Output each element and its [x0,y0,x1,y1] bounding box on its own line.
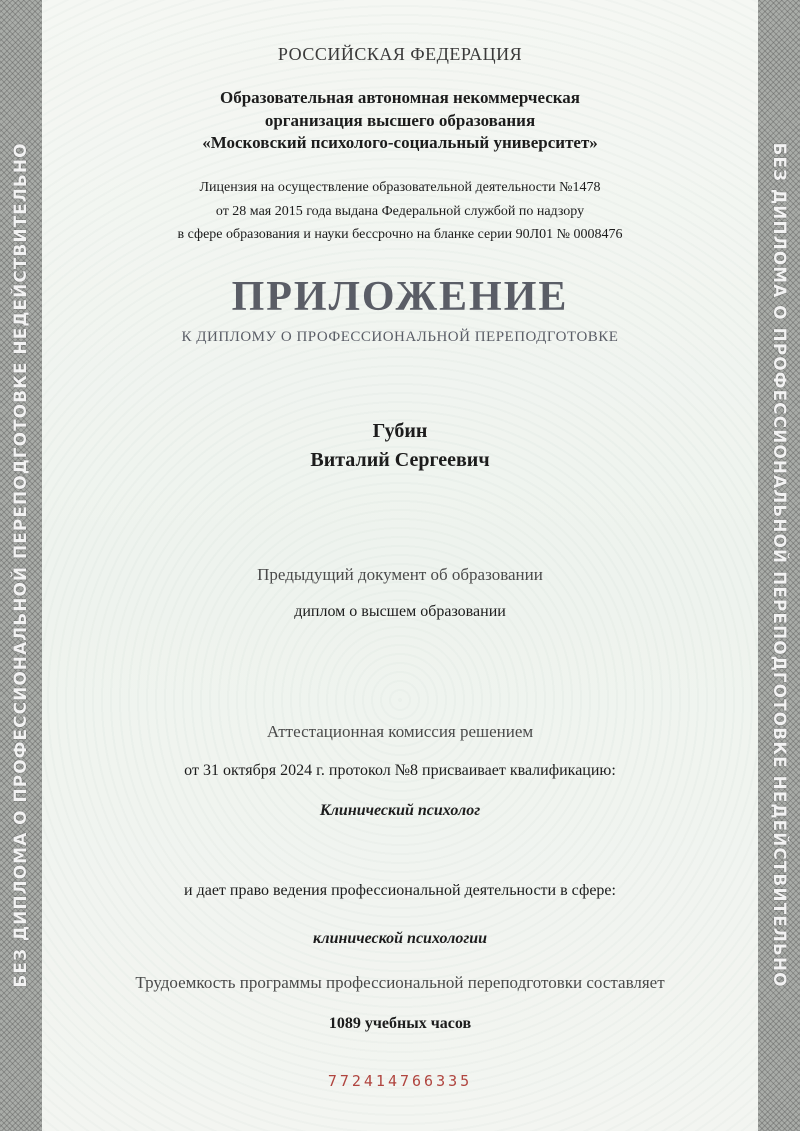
protocol-line: от 31 октября 2024 г. протокол №8 присваивает квалификацию: [184,762,616,779]
rights-label: и дает право ведения профессиональной деятельности в сфере: [184,882,616,899]
license-line-3: в сфере образования и науки бессрочно на бланке серии 90Л01 № 0008476 [177,227,623,242]
license-line-1: Лицензия на осуществление образовательной деятельности №1478 [199,180,601,195]
commission-decision: Аттестационная комиссия решением [266,722,534,741]
program-hours: 1089 учебных часов [328,1015,472,1032]
holder-given-names: Виталий Сергеевич [310,449,490,471]
document-title: ПРИЛОЖЕНИЕ [231,274,569,320]
document-subtitle: К ДИПЛОМУ О ПРОФЕССИОНАЛЬНОЙ ПЕРЕПОДГОТОВКЕ [181,329,619,345]
previous-education-label: Предыдущий документ об образовании [257,565,543,584]
previous-education-value: диплом о высшем образовании [294,603,506,620]
organization-line-3: «Московский психолого-социальный университет» [202,133,598,152]
license-line-2: от 28 мая 2015 года выдана Федеральной службой по надзору [215,204,585,219]
left-security-border [0,0,42,1131]
serial-number: 772414766335 [327,1072,473,1090]
holder-surname: Губин [372,420,428,442]
organization-line-1: Образовательная автономная некоммерческая [219,88,580,107]
rights-sphere: клинической психологии [312,930,488,947]
organization-line-2: организация высшего образования [264,111,536,130]
qualification-value: Клинический психолог [319,802,481,819]
left-border-text: БЕЗ ДИПЛОМА О ПРОФЕССИОНАЛЬНОЙ ПЕРЕПОДГОТОВКЕ НЕДЕЙСТВИТЕЛЬНО [11,142,31,988]
right-border-text: БЕЗ ДИПЛОМА О ПРОФЕССИОНАЛЬНОЙ ПЕРЕПОДГОТОВКЕ НЕДЕЙСТВИТЕЛЬНО [769,142,789,988]
right-security-border [758,0,800,1131]
country-heading: РОССИЙСКАЯ ФЕДЕРАЦИЯ [277,44,523,64]
labor-intensity-label: Трудоемкость программы профессиональной переподготовки составляет [135,973,665,992]
